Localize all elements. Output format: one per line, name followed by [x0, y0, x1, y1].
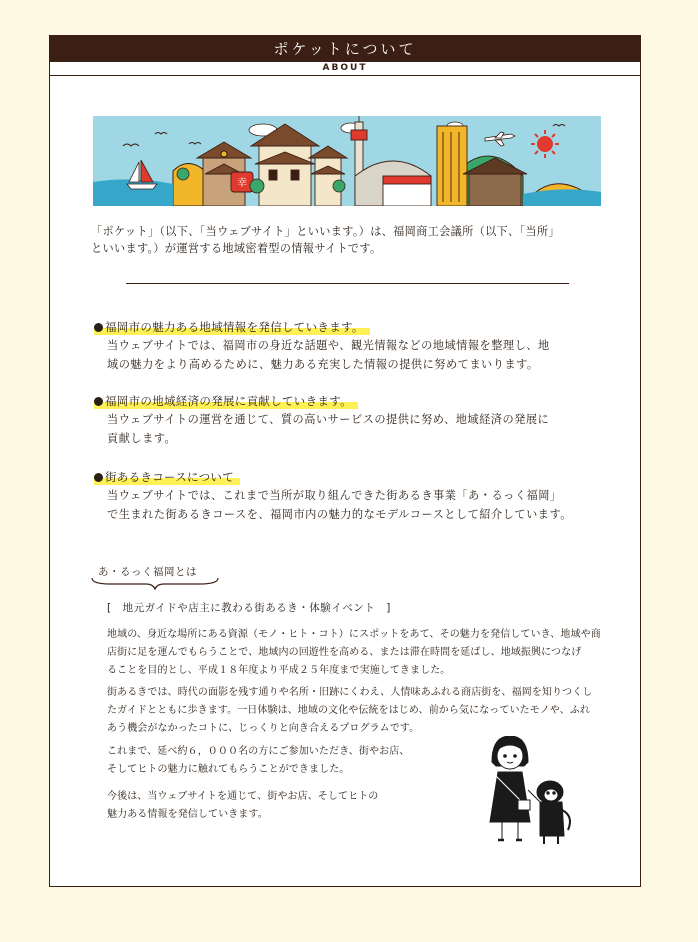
- section-body-line: 当ウェブサイトの運営を通じて、質の高いサービスの提供に努め、地域経済の発展に: [107, 413, 550, 426]
- section-body: [107, 486, 606, 524]
- section-heading-text: 福岡市の魅力ある地域情報を発信していきます。: [105, 320, 364, 334]
- page-subtitle: ABOUT: [50, 62, 640, 76]
- about-label: あ・るっく福岡とは: [98, 566, 197, 578]
- bullet-dot-icon: [94, 473, 103, 482]
- bullet-dot-icon: [94, 397, 103, 406]
- about-paragraph-line: あう機会がなかったコトに、じっくりと向き合えるプログラムです。: [107, 722, 420, 734]
- section-body-line: 当ウェブサイトでは、これまで当所が取り組んできた街あるき事業「あ・るっく福岡」: [107, 489, 562, 502]
- section-body-line: 域の魅力をより高めるために、魅力ある充実した情報の提供に努めてまいります。: [107, 358, 539, 371]
- page-title: ポケットについて: [50, 36, 640, 62]
- curly-brace-decoration: [90, 576, 220, 590]
- intro-line: といいます。）が運営する地域密着型の情報サイトです。: [91, 242, 382, 255]
- section-economy: [94, 390, 606, 448]
- section-body-line: 当ウェブサイトでは、福岡市の身近な話題や、観光情報などの地域情報を整理し、地: [107, 339, 550, 352]
- about-paragraph-line: 今後は、当ウェブサイトを通じて、街やお店、そしてヒトの: [107, 791, 379, 802]
- section-heading-text: 街あるきコースについて: [105, 470, 234, 484]
- about-paragraph-line: 魅力ある情報を発信していきます。: [107, 808, 268, 820]
- section-walking-course: [94, 466, 606, 524]
- city-illustration-banner: [93, 116, 601, 206]
- section-heading: [94, 319, 370, 335]
- banner-sign-text: 幸: [237, 178, 247, 189]
- divider: [126, 283, 569, 284]
- about-paragraph-line: ることを目的とし、平成１８年度より平成２５年度まで実施してきました。: [107, 664, 451, 676]
- about-paragraph: [107, 684, 607, 737]
- about-paragraph-line: 地域の、身近な場所にある資源（モノ・ヒト・コト）にスポットをあて、その魅力を発信していき、地域や商: [107, 629, 601, 640]
- girl-and-dog-illustration: [488, 736, 578, 848]
- section-regional-info: [94, 316, 606, 374]
- section-heading: [94, 393, 358, 409]
- section-body-line: で生まれた街あるきコースを、福岡市内の魅力的なモデルコースとして紹介しています。: [107, 508, 572, 521]
- about-paragraph-line: 街あるきでは、時代の面影を残す通りや名所・旧跡にくわえ、人情味あふれる商店街を、福岡を知りつくし: [107, 687, 593, 698]
- event-subtitle: [ 地元ガイドや店主に教わる街あるき・体験イベント ]: [107, 602, 391, 614]
- intro-text: [91, 223, 603, 257]
- about-paragraph-line: たガイドとともに歩きます。一日体験は、地域の文化や伝統をはじめ、前から気になっていたモノや、ふれ: [107, 704, 590, 716]
- section-body-line: 貢献します。: [107, 432, 177, 445]
- about-paragraph: [107, 626, 607, 679]
- city-illustration: [93, 116, 601, 206]
- about-paragraph-line: これまで、延べ約６，０００名の方にご参加いただき、街やお店、: [107, 746, 410, 757]
- section-heading: [94, 469, 240, 485]
- section-body: [107, 410, 606, 448]
- section-heading-text: 福岡市の地域経済の発展に貢献していきます。: [105, 394, 352, 408]
- about-paragraph-line: 店街に足を運んでもらうことで、地域内の回遊性を高める、または滞在時間を延ばし、地域振興につなげ: [107, 646, 582, 658]
- about-panel: [49, 35, 641, 887]
- section-body: [107, 336, 606, 374]
- bullet-dot-icon: [94, 323, 103, 332]
- intro-line: 「ポケット」（以下、「当ウェブサイト」といいます。）は、福岡商工会議所（以下、「当所」: [91, 225, 560, 238]
- about-paragraph-line: そしてヒトの魅力に触れてもらうことができました。: [107, 763, 350, 775]
